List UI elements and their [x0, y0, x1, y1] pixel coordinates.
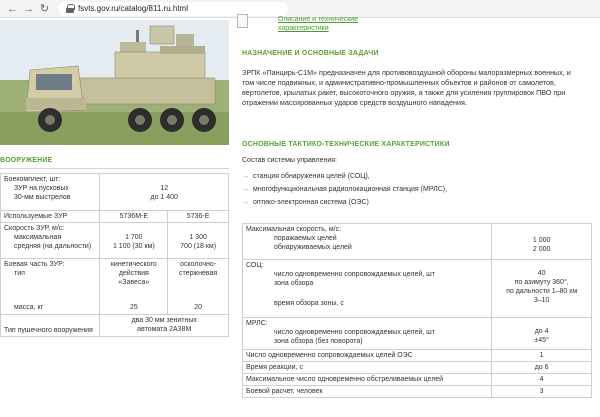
component-item — [242, 186, 447, 193]
ammo-label: Боекомплект, шт: — [4, 176, 61, 183]
warhead-col2-cell — [168, 259, 229, 315]
table-row — [1, 223, 229, 259]
soc-label: СОЦ: — [246, 262, 264, 269]
warhead-label-cell — [1, 259, 100, 315]
warhead-col1-l1: кинетического — [110, 261, 157, 268]
weapons-section-title: ВООРУЖЕНИЕ — [0, 157, 53, 164]
warhead-label: Боевая часть ЗУР: — [4, 261, 65, 268]
weapons-divider — [0, 168, 229, 169]
ammo-row2-value: до 1 400 — [150, 194, 178, 201]
warhead-col2-mass: 20 — [194, 304, 202, 311]
speed-col1-v1: 1 700 — [125, 234, 143, 241]
warhead-col1-mass: 25 — [129, 304, 138, 311]
soc-label-cell — [243, 260, 492, 318]
max-speed-row2-label: обнаруживаемых целей — [274, 244, 352, 251]
soc-row2-label: зона обзора — [274, 280, 314, 287]
gun-value-l1: два 30 мм зенитных — [131, 317, 197, 324]
gun-value-l2: автомата 2А38М — [137, 326, 192, 333]
missiles-col2: 5736-Е — [168, 211, 229, 223]
table-row — [243, 318, 592, 350]
table-row — [243, 350, 592, 362]
tasks-line-1: ЗРПК «Панцирь-С1М» предназначен для противовоздушной обороны малоразмерных военных, и — [242, 68, 571, 77]
table-row — [1, 174, 229, 211]
crew-label: Боевой расчет, человек — [243, 386, 492, 398]
table-row — [243, 362, 592, 374]
tasks-line-3: вертолетов, крылатых ракет, высокоточного оружия, а также для усиления группировок ПВО при — [242, 88, 566, 97]
component-item — [242, 199, 369, 206]
soc-row1-label: число одновременно сопровождаемых целей, шт — [274, 271, 435, 278]
specs-section-title: ОСНОВНЫЕ ТАКТИКО-ТЕХНИЧЕСКИЕ ХАРАКТЕРИСТИКИ — [242, 141, 450, 148]
mrls-label: МРЛС: — [246, 320, 268, 327]
document-icon — [237, 14, 248, 28]
soc-row2-value-l1: по азимуту 360°, — [514, 279, 569, 286]
mrls-row2-label: зона обзора (без поворота) — [274, 338, 363, 345]
lock-icon — [66, 4, 74, 13]
missiles-col1: 5736М-Е — [100, 211, 168, 223]
oes-label: Число одновременно сопровождаемых целей ОЭС — [243, 350, 492, 362]
mrls-row1-label: число одновременно сопровождаемых целей, шт — [274, 329, 435, 336]
gun-label: Тип пушечного вооружения — [1, 315, 100, 337]
vehicle-photo — [0, 20, 229, 145]
speed-col2-cell — [168, 223, 229, 259]
ammo-row1-value: 12 — [160, 185, 169, 192]
speed-row2-label: средняя (на дальности) — [14, 243, 92, 250]
warhead-col1-l3: «Завеса» — [118, 279, 150, 286]
description-link-line2: характеристики — [278, 25, 329, 32]
tasks-line-2: том числе подвижных, и административно-промышленных объектов и районов от самолетов, — [242, 78, 556, 87]
missiles-label: Используемые ЗУР — [1, 211, 100, 223]
tasks-description — [242, 68, 592, 108]
arrow-right-icon: → — [242, 186, 249, 193]
table-row — [243, 260, 592, 318]
table-row — [1, 315, 229, 337]
table-row — [1, 211, 229, 223]
back-arrow-icon[interactable]: ← — [7, 2, 18, 15]
speed-col2-v1: 1 300 — [189, 234, 207, 241]
table-row — [243, 374, 592, 386]
soc-row3-label: время обзора зоны, с — [274, 300, 344, 307]
description-link[interactable] — [278, 15, 358, 33]
weapons-table — [0, 173, 229, 337]
table-row — [1, 259, 229, 315]
warhead-col1-cell — [100, 259, 168, 315]
specs-table — [242, 223, 592, 398]
vehicle-photo-illustration — [0, 20, 229, 145]
max-speed-label-cell — [243, 224, 492, 260]
max-speed-row1-value: 1 000 — [532, 237, 551, 244]
reaction-label: Время реакции, с — [243, 362, 492, 374]
description-link-line1: Описание и технические — [278, 16, 359, 23]
gun-value-cell — [100, 315, 229, 337]
crew-value: 3 — [492, 386, 592, 398]
forward-arrow-icon[interactable]: → — [23, 2, 34, 15]
max-speed-value-cell — [492, 224, 592, 260]
warhead-mass-label: масса, кг — [14, 304, 44, 311]
arrow-right-icon: → — [242, 199, 249, 206]
warhead-col2-l1: осколочно- — [180, 261, 217, 268]
control-system-label: Состав системы управления: — [242, 157, 337, 164]
max-speed-row2-value: 2 000 — [532, 246, 551, 253]
component-label: многофункциональная радиолокационная станция (МРЛС), — [253, 186, 448, 193]
arrow-right-icon: → — [242, 173, 249, 180]
mrls-row2-value: ±45° — [534, 337, 549, 344]
tasks-section-title: НАЗНАЧЕНИЕ И ОСНОВНЫЕ ЗАДАЧИ — [242, 50, 379, 57]
mrls-label-cell — [243, 318, 492, 350]
ammo-row1-label: ЗУР на пусковых — [14, 185, 69, 192]
warhead-col1-l2: действия — [118, 270, 149, 277]
speed-label-cell — [1, 223, 100, 259]
component-item — [242, 173, 370, 180]
ammo-label-cell — [1, 174, 100, 211]
component-label: станция обнаружения целей (СОЦ), — [253, 173, 370, 180]
address-bar[interactable] — [58, 2, 288, 16]
warhead-col2-l2: стержневая — [179, 270, 218, 277]
tasks-line-4: отражении массированных ударов средств воздушного нападения. — [242, 98, 467, 107]
fire-label: Максимальное число одновременно обстреливаемых целей — [243, 374, 492, 386]
ammo-row2-label: 30-мм выстрелов — [14, 194, 71, 201]
speed-label: Скорость ЗУР, м/с: — [4, 225, 65, 232]
reload-icon[interactable]: ↻ — [39, 3, 50, 15]
speed-row1-label: максимальная — [14, 234, 62, 241]
mrls-row1-value: до 4 — [534, 328, 549, 335]
component-label: оптико-электронная система (ОЭС) — [253, 199, 369, 206]
reaction-value: до 6 — [492, 362, 592, 374]
soc-row2-value-l2: по дальности 1–80 км — [506, 288, 578, 295]
speed-col1-cell — [100, 223, 168, 259]
max-speed-label: Максимальная скорость, м/с: — [246, 226, 342, 233]
oes-value: 1 — [492, 350, 592, 362]
soc-row1-value: 40 — [537, 270, 546, 277]
fire-value: 4 — [492, 374, 592, 386]
url-text: fsvts.gov.ru/catalog/811.ru.html — [78, 4, 188, 13]
ammo-value-cell — [100, 174, 229, 211]
soc-row3-value: 3–10 — [533, 297, 550, 304]
table-row — [243, 224, 592, 260]
warhead-type-label: тип — [14, 270, 25, 277]
table-row — [243, 386, 592, 398]
soc-value-cell — [492, 260, 592, 318]
max-speed-row1-label: поражаемых целей — [274, 235, 337, 242]
speed-col1-v2: 1 100 (30 км) — [112, 243, 155, 250]
speed-col2-v2: 700 (18 км) — [180, 243, 217, 250]
mrls-value-cell — [492, 318, 592, 350]
